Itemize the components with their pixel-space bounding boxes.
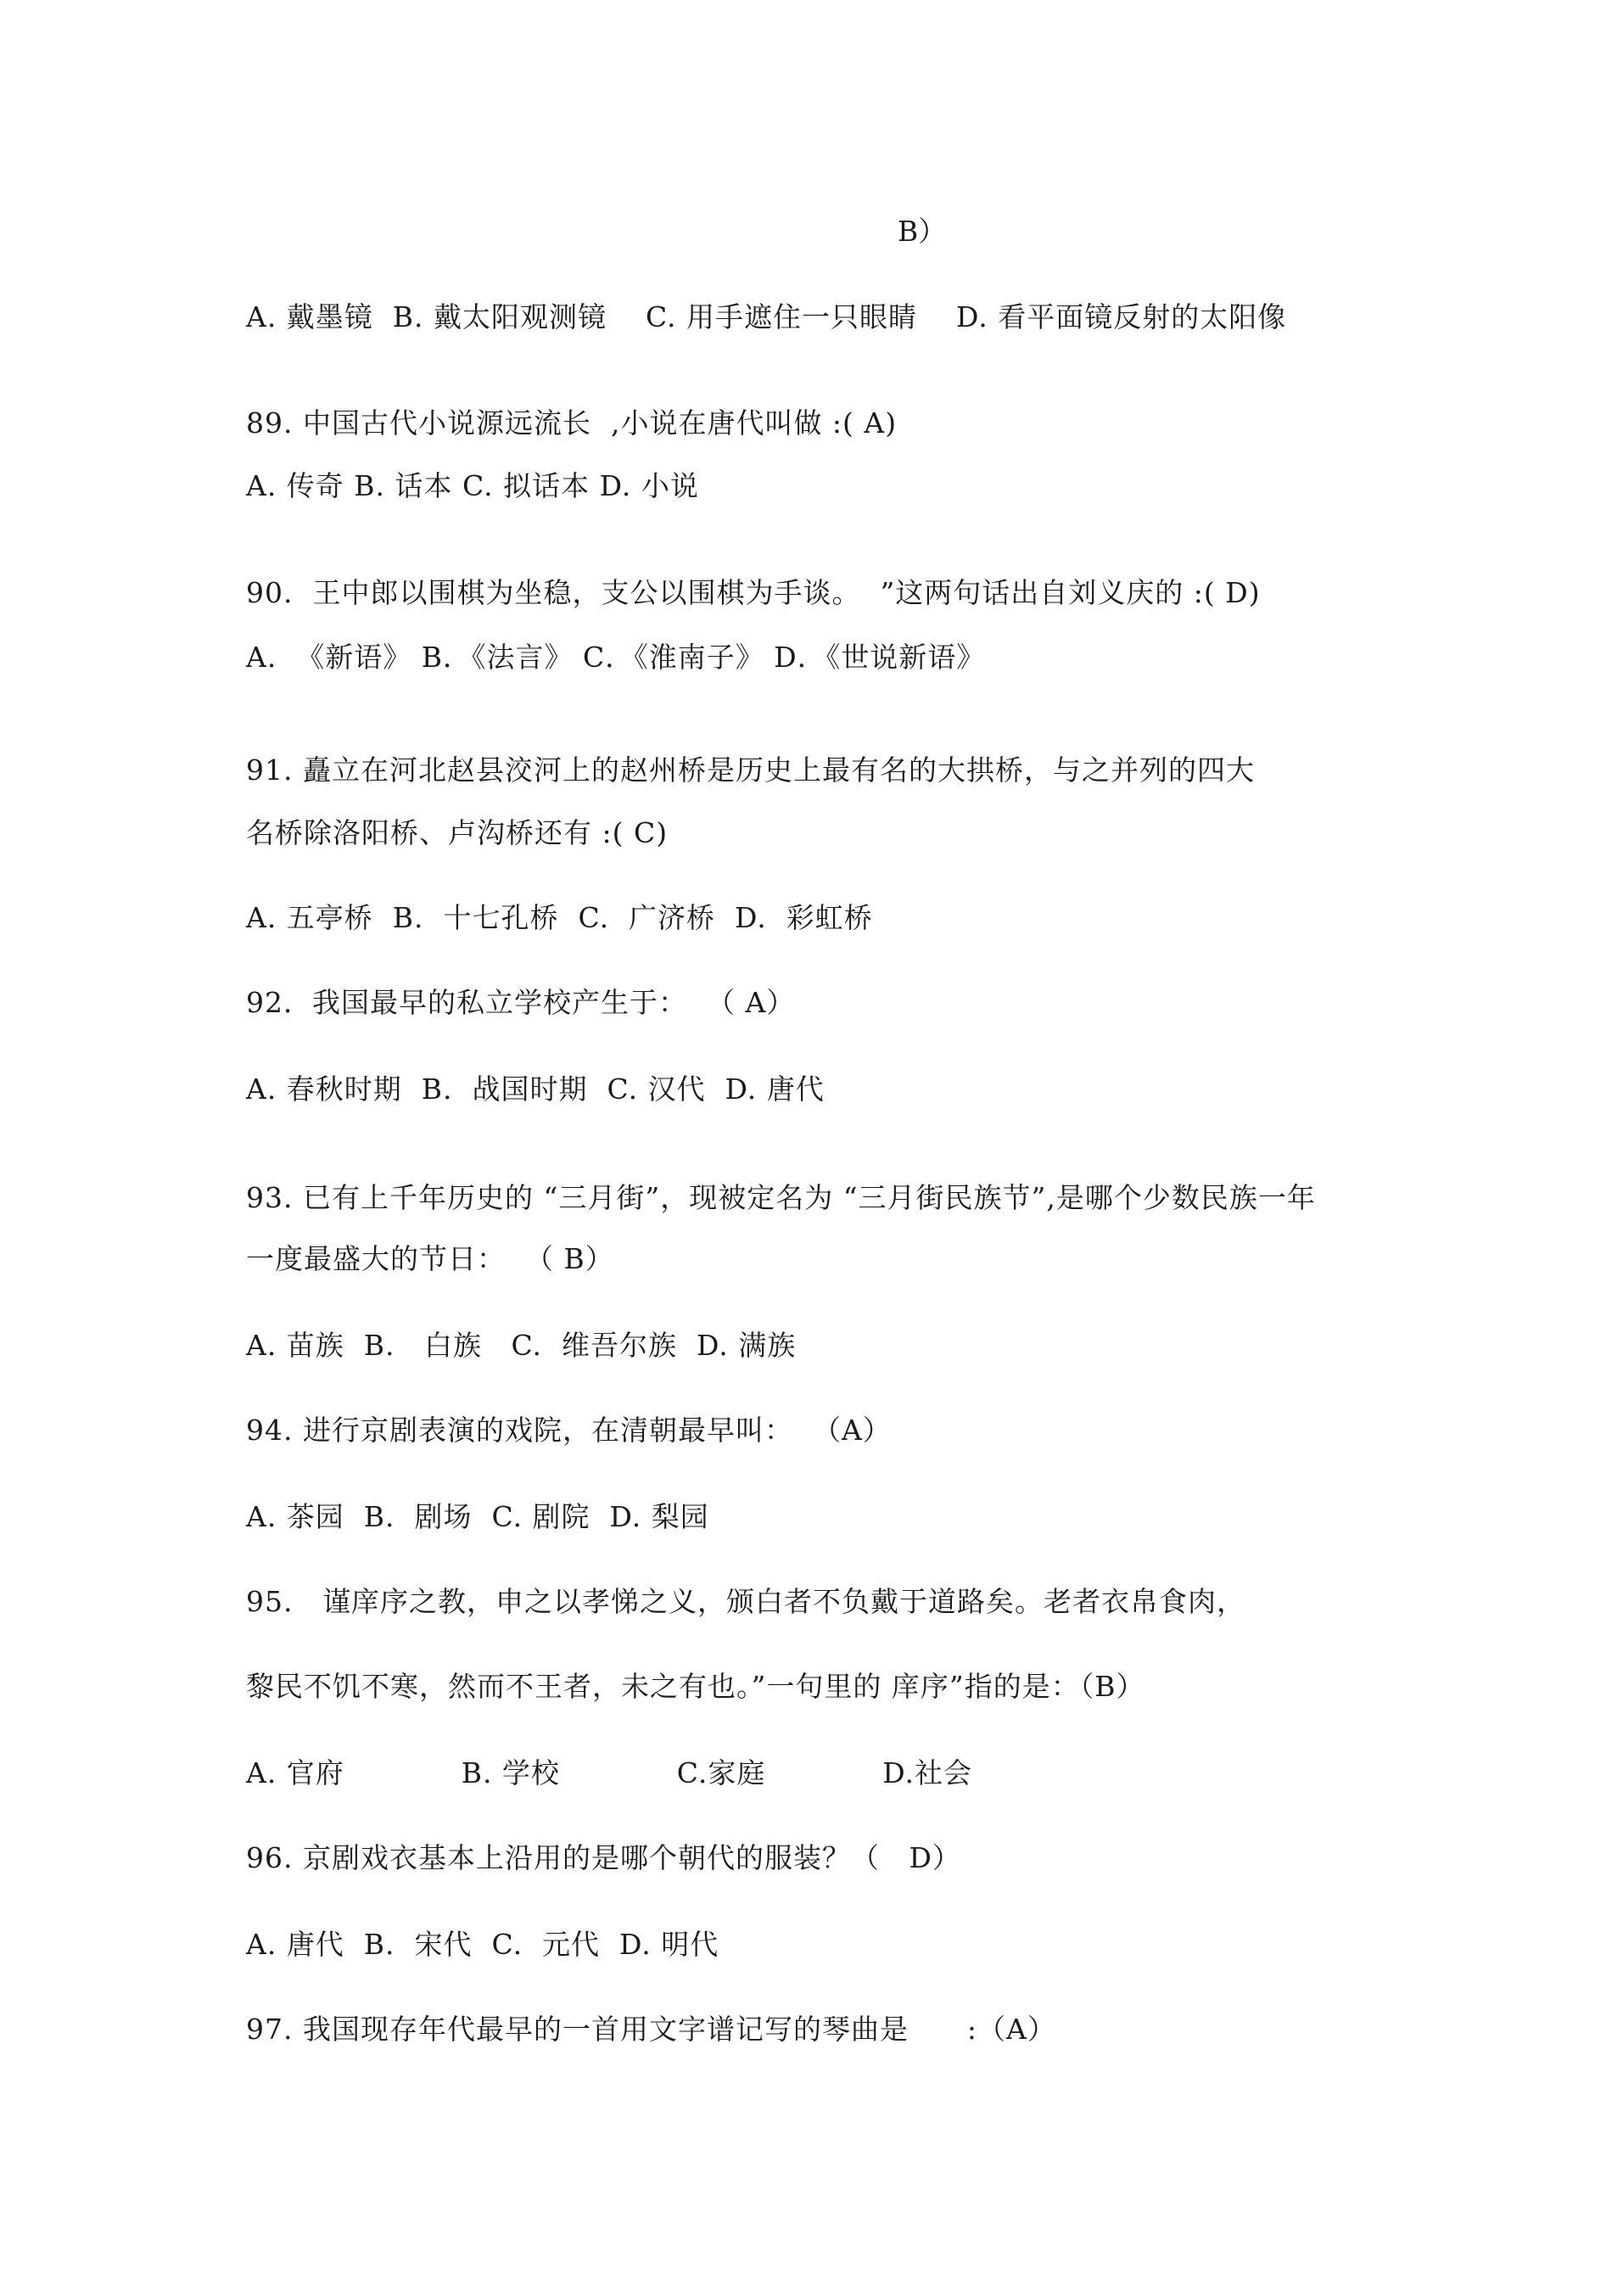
q96-options: A. 唐代 B. 宋代 C. 元代 D. 明代 <box>246 1928 719 1961</box>
q89-question: 89. 中国古代小说源远流长 ,小说在唐代叫做 :( A) <box>246 406 898 440</box>
q95-question-line2: 黎民不饥不寒，然而不王者，未之有也。”一句里的 庠序”指的是：（B） <box>246 1670 1145 1703</box>
q95-question-line1: 95. 谨庠序之教，申之以孝悌之义，颁白者不负戴于道路矣。老者衣帛食肉， <box>246 1585 1245 1618</box>
q92-options: A. 春秋时期 B. 战国时期 C. 汉代 D. 唐代 <box>246 1072 825 1106</box>
q93-question-line1: 93. 已有上千年历史的 “三月街”，现被定名为 “三月街民族节”,是哪个少数民族一年 <box>246 1181 1316 1214</box>
q91-options: A. 五亭桥 B. 十七孔桥 C. 广济桥 D. 彩虹桥 <box>246 901 873 934</box>
q97-question: 97. 我国现存年代最早的一首用文字谱记写的琴曲是 :（A） <box>246 2013 1056 2046</box>
q94-question: 94. 进行京剧表演的戏院，在清朝最早叫： （A） <box>246 1414 892 1447</box>
q88-options: A. 戴墨镜 B. 戴太阳观测镜 C. 用手遮住一只眼睛 D. 看平面镜反射的太阳像 <box>246 300 1287 333</box>
q93-question-line2: 一度最盛大的节日： （ B） <box>246 1242 614 1275</box>
q91-question-line1: 91. 矗立在河北赵县洨河上的赵州桥是历史上最有名的大拱桥，与之并列的四大 <box>246 753 1255 787</box>
q95-options: A. 官府 B. 学校 C.家庭 D.社会 <box>246 1756 973 1789</box>
q96-question: 96. 京剧戏衣基本上沿用的是哪个朝代的服装？（ D） <box>246 1841 961 1874</box>
q93-options: A. 苗族 B. 白族 C. 维吾尔族 D. 满族 <box>246 1329 797 1362</box>
q91-question-line2: 名桥除洛阳桥、卢沟桥还有 :( C) <box>246 816 669 849</box>
q89-options: A. 传奇 B. 话本 C. 拟话本 D. 小说 <box>246 469 699 502</box>
answer-continuation: B） <box>898 215 947 248</box>
q94-options: A. 茶园 B. 剧场 C. 剧院 D. 梨园 <box>246 1500 709 1533</box>
q90-question: 90. 王中郎以围棋为坐稳，支公以围棋为手谈。 ”这两句话出自刘义庆的 :( D) <box>246 576 1261 609</box>
q92-question: 92．我国最早的私立学校产生于： （ A） <box>246 986 796 1019</box>
q90-options: A. 《新语》 B．《法言》 C．《淮南子》 D．《世说新语》 <box>246 641 986 674</box>
